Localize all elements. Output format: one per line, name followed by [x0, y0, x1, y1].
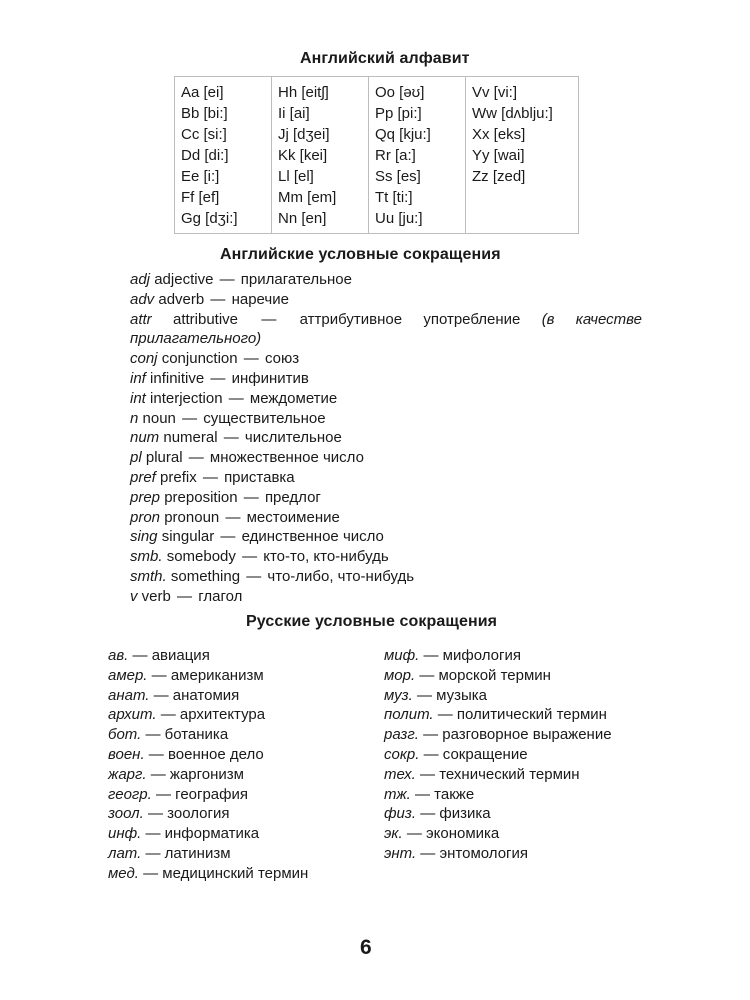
alphabet-letter: Hh [eitʃ]	[278, 84, 329, 101]
abbreviation: разг.	[384, 726, 419, 744]
abbreviation: smb.	[130, 548, 163, 566]
abbreviation: амер.	[108, 666, 148, 684]
meaning: информатика	[164, 825, 260, 843]
alphabet-letter: Gg [dʒi:]	[181, 210, 238, 227]
alphabet-letter: Rr [a:]	[375, 147, 416, 164]
alphabet-table	[174, 76, 579, 234]
abbreviation: ав.	[108, 647, 129, 664]
english-abbreviation-entry	[130, 310, 642, 350]
dash: —	[406, 825, 422, 843]
russian-abbreviation-entry	[108, 844, 308, 864]
russian-abbreviations-right-column	[384, 646, 612, 864]
abbreviation: физ.	[384, 805, 417, 823]
meaning: авиация	[151, 647, 210, 664]
meaning: география	[175, 785, 248, 803]
russian-meaning: местоимение	[246, 508, 340, 526]
alphabet-letter: Ww [dʌblju:]	[472, 105, 553, 122]
russian-abbreviation-entry	[108, 864, 308, 884]
russian-abbreviation-entry	[384, 824, 612, 844]
dash: —	[225, 508, 241, 526]
meaning: технический термин	[439, 765, 580, 783]
russian-abbreviation-entry	[108, 725, 308, 745]
russian-abbreviation-entry	[384, 725, 612, 745]
abbreviation: геогр.	[108, 785, 152, 803]
english-abbreviation-entry	[130, 290, 642, 310]
abbreviation: pref	[130, 468, 156, 486]
english-term: something	[170, 567, 241, 585]
russian-abbreviation-entry	[108, 785, 308, 805]
alphabet-column-1	[175, 77, 272, 234]
russian-meaning: инфинитив	[231, 369, 309, 387]
alphabet-column-4	[466, 77, 579, 234]
english-term: conjunction	[161, 350, 238, 368]
russian-abbreviation-entry	[384, 765, 612, 785]
meaning: американизм	[170, 666, 264, 684]
abbreviation: анат.	[108, 686, 150, 704]
alphabet-letter: Qq [kju:]	[375, 126, 431, 143]
english-term: adjective	[154, 271, 214, 288]
abbreviation: int	[130, 389, 146, 407]
alphabet-letter: Ll [el]	[278, 168, 314, 185]
russian-abbreviation-entry	[384, 785, 612, 805]
russian-abbreviation-entry	[108, 804, 308, 824]
meaning: медицинский термин	[162, 864, 309, 882]
abbreviation: num	[130, 429, 160, 447]
meaning: музыка	[436, 686, 487, 704]
alphabet-letter: Oo [əʊ]	[375, 84, 425, 101]
abbreviation: smth.	[130, 567, 167, 585]
russian-meaning: кто-то, кто-нибудь	[263, 548, 389, 566]
meaning: архитектура	[179, 706, 266, 724]
abbreviation: prep	[130, 488, 161, 506]
dash: —	[423, 745, 439, 763]
alphabet-column-3	[369, 77, 466, 234]
russian-meaning: прилагательное	[240, 271, 352, 288]
meaning: политический термин	[456, 706, 607, 724]
russian-abbreviation-entry	[384, 646, 612, 666]
russian-abbreviation-entry	[108, 745, 308, 765]
english-abbreviation-entry	[130, 349, 642, 369]
meaning: мифология	[442, 647, 521, 664]
dash: —	[143, 864, 159, 882]
abbreviation: архит.	[108, 706, 157, 724]
meaning: военное дело	[167, 745, 264, 763]
alphabet-letter: Ii [ai]	[278, 105, 310, 122]
meaning: физика	[439, 805, 491, 823]
meaning: зоология	[167, 805, 230, 823]
alphabet-letter: Ss [es]	[375, 168, 421, 185]
russian-abbreviation-entry	[108, 824, 308, 844]
english-term: infinitive	[150, 369, 205, 387]
abbreviation: полит.	[384, 706, 434, 724]
russian-meaning: наречие	[231, 290, 289, 308]
dash: —	[423, 726, 439, 744]
alphabet-letter: Xx [eks]	[472, 126, 526, 143]
dash: —	[220, 528, 236, 546]
english-abbreviation-entry	[130, 389, 642, 409]
dash: —	[246, 567, 262, 585]
russian-meaning: предлог	[264, 488, 321, 506]
meaning: морской термин	[438, 666, 551, 684]
alphabet-letter: Cc [si:]	[181, 126, 227, 143]
dash: —	[156, 785, 171, 803]
abbreviation: n	[130, 409, 139, 427]
meaning: энтомология	[439, 844, 529, 862]
meaning: также	[434, 785, 475, 803]
dash: —	[223, 429, 239, 447]
english-abbreviation-entry	[130, 468, 642, 488]
dash: —	[145, 726, 161, 744]
abbreviation: adj	[130, 271, 151, 288]
meaning: латинизм	[164, 844, 231, 862]
english-term: singular	[161, 528, 215, 546]
dash: —	[416, 686, 432, 704]
alphabet-letter: Tt [ti:]	[375, 189, 413, 206]
russian-meaning: что-либо, что-нибудь	[267, 567, 415, 585]
alphabet-letter: Kk [kei]	[278, 147, 328, 164]
english-term: noun	[142, 409, 176, 427]
alphabet-column-2	[272, 77, 369, 234]
meaning: сокращение	[442, 745, 528, 763]
alphabet-letter: Ff [ef]	[181, 189, 220, 206]
russian-meaning: множественное число	[209, 449, 364, 467]
dash: —	[188, 449, 204, 467]
russian-meaning: существительное	[203, 409, 326, 427]
russian-meaning: междометие	[249, 389, 338, 407]
russian-meaning: аттрибутивное употребление	[299, 310, 521, 328]
meaning: ботаника	[164, 726, 229, 744]
russian-abbreviations-left-column	[108, 646, 308, 884]
dash: —	[177, 587, 193, 605]
dash: —	[210, 290, 226, 308]
dash: —	[145, 844, 161, 862]
meaning: анатомия	[172, 686, 240, 704]
russian-meaning: союз	[264, 350, 300, 368]
abbreviation: pron	[130, 508, 161, 526]
russian-meaning: приставка	[224, 468, 295, 486]
english-term: numeral	[163, 429, 218, 447]
alphabet-letter: Uu [ju:]	[375, 210, 423, 227]
dash: —	[182, 409, 198, 427]
english-abbreviation-entry	[130, 448, 642, 468]
alphabet-letter: Ee [i:]	[181, 168, 220, 185]
alphabet-title: Английский алфавит	[300, 50, 470, 67]
english-abbreviation-entry	[130, 369, 642, 389]
alphabet-letter: Mm [em]	[278, 189, 337, 206]
abbreviation: conj	[130, 350, 158, 368]
russian-meaning: числительное	[244, 429, 342, 447]
dash: —	[219, 271, 235, 288]
dash: —	[153, 686, 169, 704]
abbreviation: attr	[130, 310, 152, 328]
abbreviation: adv	[130, 290, 155, 308]
english-term: attributive	[172, 310, 239, 328]
english-abbreviation-entry	[130, 270, 642, 290]
russian-abbreviation-entry	[108, 765, 308, 785]
dash: —	[420, 765, 436, 783]
english-abbreviation-entry	[130, 409, 642, 429]
dash: —	[132, 647, 148, 664]
english-abbreviations-list	[130, 270, 642, 607]
english-abbreviation-entry	[130, 587, 642, 607]
alphabet-letter: Yy [wai]	[472, 147, 525, 164]
abbreviation: инф.	[108, 825, 142, 843]
russian-abbreviation-entry	[384, 666, 612, 686]
meaning: жаргонизм	[169, 765, 244, 783]
english-abbreviation-entry	[130, 428, 642, 448]
abbreviation: жарг.	[108, 765, 147, 783]
english-term: pronoun	[164, 508, 220, 526]
dash: —	[148, 745, 164, 763]
russian-meaning: единственное число	[241, 528, 384, 546]
english-term: somebody	[166, 548, 236, 566]
alphabet-letter: Dd [di:]	[181, 147, 229, 164]
alphabet-letter: Pp [pi:]	[375, 105, 422, 122]
abbreviation: тех.	[384, 765, 416, 783]
alphabet-letter: Zz [zed]	[472, 168, 526, 185]
english-term: plural	[145, 449, 183, 467]
english-term: interjection	[150, 389, 223, 407]
english-abbreviation-entry	[130, 488, 642, 508]
dash: —	[420, 844, 436, 862]
russian-abbreviation-entry	[384, 686, 612, 706]
dash: —	[261, 310, 277, 328]
page-number: 6	[360, 936, 372, 959]
dash: —	[150, 765, 166, 783]
english-abbreviations-title: Английские условные сокращения	[220, 246, 501, 263]
abbreviation: сокр.	[384, 745, 420, 763]
dash: —	[151, 666, 167, 684]
abbreviation: зоол.	[108, 805, 144, 823]
alphabet-letter: Jj [dʒei]	[278, 126, 330, 143]
dash: —	[243, 350, 259, 368]
english-abbreviation-entry	[130, 547, 642, 567]
russian-abbreviation-entry	[108, 666, 308, 686]
russian-abbreviation-entry	[384, 705, 612, 725]
dash: —	[415, 785, 430, 803]
russian-abbreviation-entry	[384, 844, 612, 864]
dash: —	[419, 666, 435, 684]
russian-meaning: глагол	[198, 587, 243, 605]
meaning: разговорное выражение	[442, 726, 612, 744]
abbreviation: мед.	[108, 864, 139, 882]
dash: —	[437, 706, 453, 724]
dash: —	[420, 805, 436, 823]
alphabet-letter: Bb [bi:]	[181, 105, 228, 122]
dash: —	[228, 389, 244, 407]
english-term: prefix	[160, 468, 197, 486]
english-term: verb	[141, 587, 171, 605]
alphabet-letter: Aa [ei]	[181, 84, 224, 101]
abbreviation: миф.	[384, 647, 420, 664]
russian-abbreviation-entry	[384, 745, 612, 765]
dash: —	[147, 805, 163, 823]
dash: —	[423, 647, 439, 664]
russian-abbreviation-entry	[108, 646, 308, 666]
abbreviation: воен.	[108, 745, 145, 763]
dash: —	[202, 468, 218, 486]
dash: —	[160, 706, 176, 724]
english-abbreviation-entry	[130, 508, 642, 528]
english-term: adverb	[158, 290, 205, 308]
russian-abbreviation-entry	[384, 804, 612, 824]
english-abbreviation-entry	[130, 567, 642, 587]
alphabet-letter: Nn [en]	[278, 210, 327, 227]
english-abbreviation-entry	[130, 527, 642, 547]
abbreviation: pl	[130, 449, 142, 467]
russian-abbreviations-title: Русские условные сокращения	[246, 613, 498, 630]
abbreviation: inf	[130, 369, 146, 387]
russian-abbreviation-entry	[108, 705, 308, 725]
dash: —	[242, 548, 258, 566]
abbreviation: эк.	[384, 825, 403, 843]
meaning: экономика	[425, 825, 500, 843]
abbreviation: лат.	[108, 844, 142, 862]
usage-note: (в качестве прилагательного)	[130, 310, 642, 348]
abbreviation: энт.	[384, 844, 417, 862]
abbreviation: мор.	[384, 666, 416, 684]
abbreviation: муз.	[384, 686, 413, 704]
english-term: preposition	[164, 488, 238, 506]
abbreviation: тж.	[384, 785, 411, 803]
abbreviation: sing	[130, 528, 158, 546]
abbreviation: v	[130, 587, 138, 605]
dash: —	[145, 825, 161, 843]
russian-abbreviation-entry	[108, 686, 308, 706]
dash: —	[210, 369, 226, 387]
abbreviation: бот.	[108, 726, 142, 744]
alphabet-letter: Vv [vi:]	[472, 84, 518, 101]
dash: —	[243, 488, 259, 506]
